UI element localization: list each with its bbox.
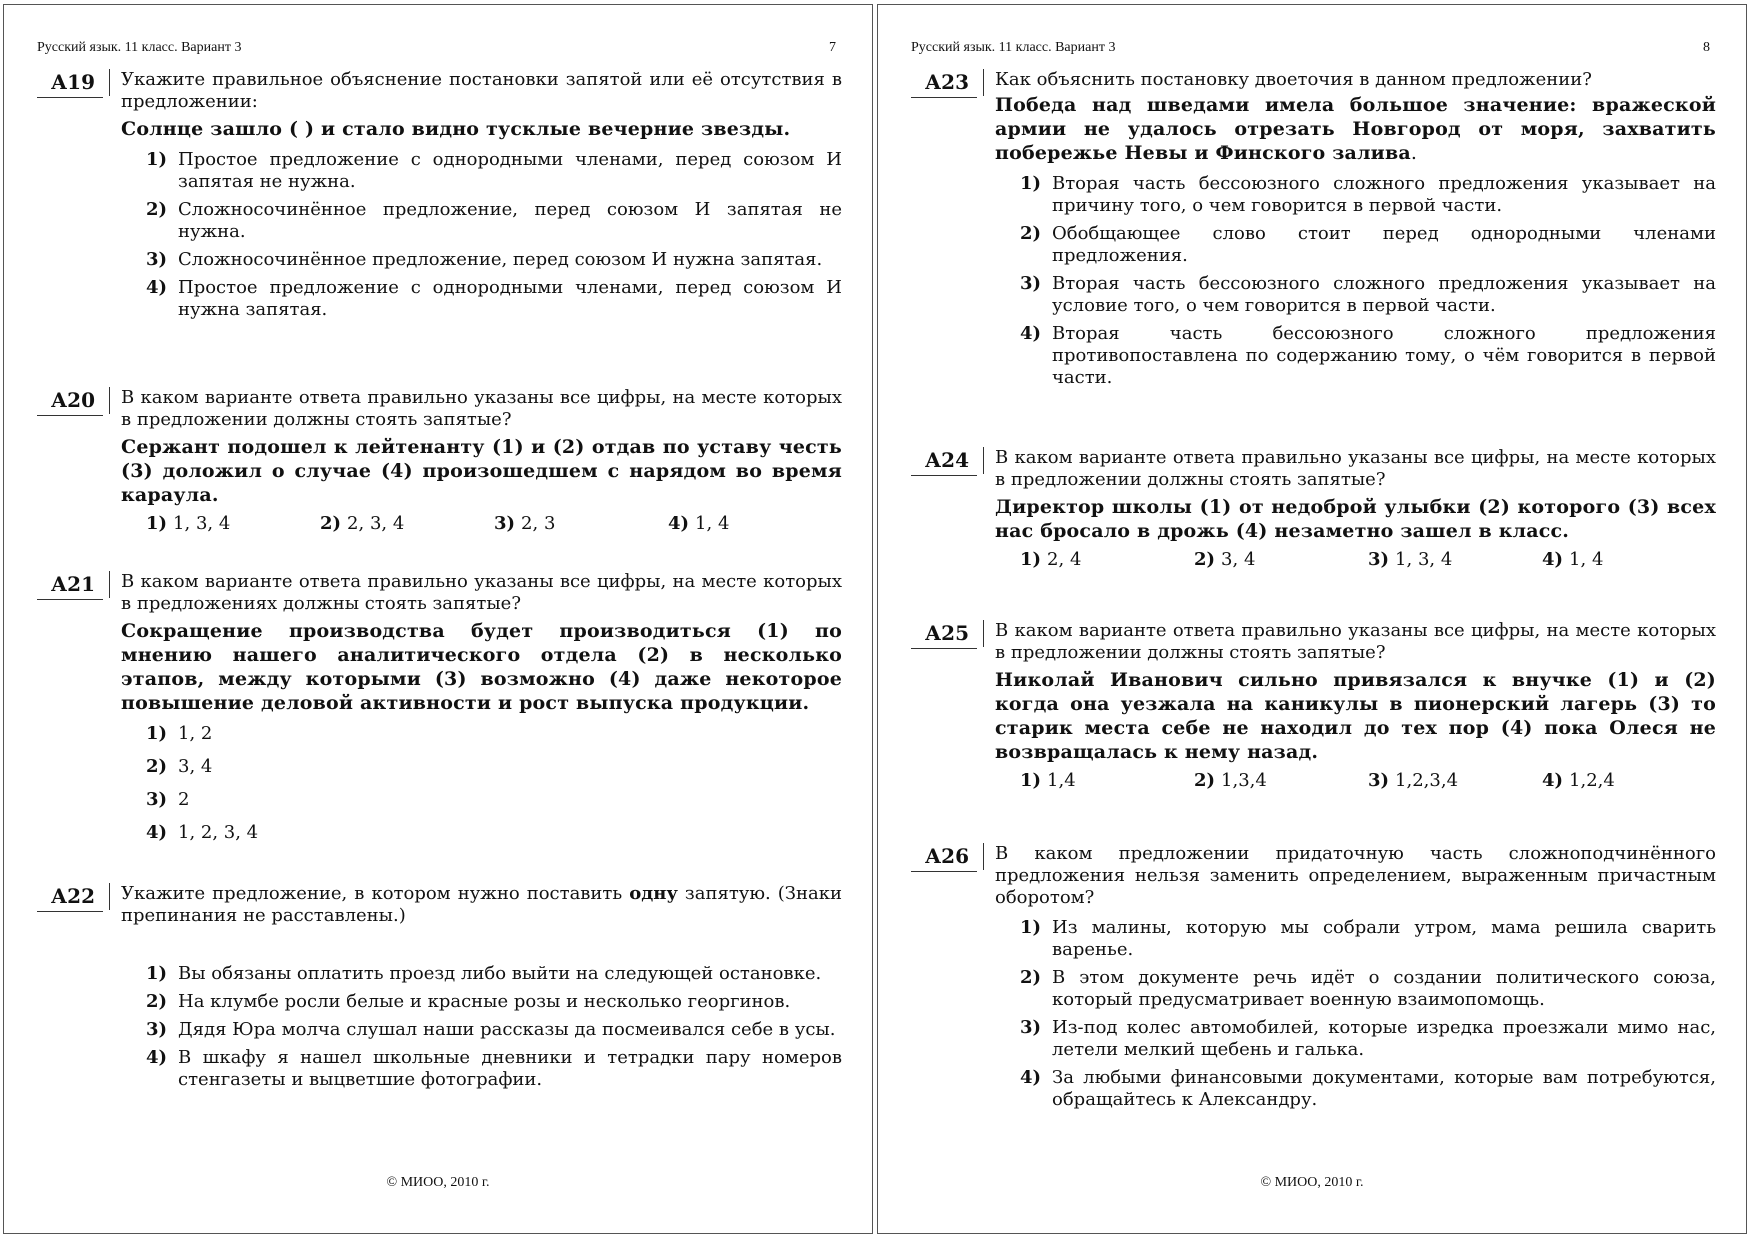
option-text: Вторая часть бессоюзного сложного предложения указывает на условие того, о чем говорится в первой части. (1052, 273, 1716, 316)
option[interactable] (1194, 770, 1368, 792)
question-a23 (911, 69, 1716, 395)
option-text: Из малины, которую мы собрали утром, мама решила сварить варенье. (1052, 917, 1716, 960)
option[interactable] (494, 513, 668, 535)
label-underline (37, 97, 103, 98)
option-number: 1) (1020, 770, 1042, 791)
option-text: 2, 3 (521, 513, 556, 534)
question-text: В каком варианте ответа правильно указаны все цифры, на месте которых в предложении должны стоять запятые? (995, 447, 1716, 490)
label-divider (109, 883, 110, 910)
question-a20 (37, 387, 842, 535)
page-left (3, 4, 873, 1234)
option[interactable] (146, 149, 842, 193)
option-number: 3) (1368, 770, 1390, 791)
option[interactable] (668, 513, 842, 535)
option-text: 2, 4 (1047, 549, 1082, 570)
option-text: 1,3,4 (1221, 770, 1267, 791)
page-number: 7 (829, 40, 836, 55)
option[interactable] (1020, 173, 1716, 217)
option-number: 1) (1020, 549, 1042, 570)
question-label: А19 (50, 70, 95, 94)
option-text: Дядя Юра молча слушал наши рассказы да посмеивался себе в усы. (178, 1019, 836, 1040)
sentence-end: . (1410, 142, 1418, 164)
question-text (121, 883, 842, 927)
option-text: Простое предложение с однородными членами, перед союзом И запятая не нужна. (178, 149, 842, 192)
option-number: 3) (146, 1019, 168, 1040)
option-text: Вторая часть бессоюзного сложного предложения указывает на причину того, о чем говорится в первой части. (1052, 173, 1716, 216)
option-number: 3) (146, 789, 168, 810)
option-number: 2) (1020, 967, 1042, 988)
label-underline (911, 475, 977, 476)
option-number: 2) (146, 199, 168, 220)
option-number: 1) (146, 963, 168, 984)
option[interactable] (146, 723, 842, 745)
option[interactable] (1368, 770, 1542, 792)
option[interactable] (146, 991, 842, 1013)
option[interactable] (1020, 323, 1716, 389)
option[interactable] (1020, 917, 1716, 961)
question-sentence (995, 93, 1716, 165)
question-text-part: запятую. (Знаки препинания не расставлены.) (121, 883, 842, 926)
option-text: 1, 2, 3, 4 (178, 822, 259, 843)
label-underline (911, 648, 977, 649)
page-footer: © МИОО, 2010 г. (1260, 1175, 1364, 1190)
option[interactable] (146, 249, 842, 271)
question-text-part: Укажите предложение, в котором нужно поставить (121, 883, 630, 904)
option[interactable] (146, 199, 842, 243)
question-a22 (37, 883, 842, 1097)
label-divider (109, 69, 110, 96)
label-underline (911, 97, 977, 98)
option-text: На клумбе росли белые и красные розы и несколько георгинов. (178, 991, 791, 1012)
option-number: 1) (1020, 917, 1042, 938)
option[interactable] (320, 513, 494, 535)
option[interactable] (146, 277, 842, 321)
page-number: 8 (1703, 40, 1710, 55)
sentence-text: Победа над шведами имела большое значение: вражеской армии не удалось отрезать Новгород от моря, захватить побережье Невы и Финского залива (995, 94, 1716, 164)
option-number: 4) (146, 277, 168, 298)
option-number: 4) (146, 822, 168, 843)
option-text: Простое предложение с однородными членами, перед союзом И нужна запятая. (178, 277, 842, 320)
option-text: 1,4 (1047, 770, 1076, 791)
option-text: Вторая часть бессоюзного сложного предложения противопоставлена по содержанию тому, о чём говорится в первой части. (1052, 323, 1716, 388)
option[interactable] (146, 513, 320, 535)
question-text: В каком предложении придаточную часть сложноподчинённого предложения нельзя заменить определением, выраженным причастным оборотом? (995, 843, 1716, 908)
question-a25 (911, 620, 1716, 792)
question-text-emphasis: одну (629, 883, 678, 904)
option-text: За любыми финансовыми документами, которые вам потребуются, обращайтесь к Александру. (1052, 1067, 1716, 1110)
option[interactable] (146, 822, 842, 844)
option[interactable] (146, 963, 842, 985)
label-divider (983, 843, 984, 870)
option-number: 2) (146, 991, 168, 1012)
page-header-title: Русский язык. 11 класс. Вариант 3 (37, 40, 242, 55)
option-number: 4) (668, 513, 690, 534)
option[interactable] (146, 789, 842, 811)
label-underline (37, 599, 103, 600)
option-number: 1) (146, 513, 168, 534)
option-text: 1, 4 (1569, 549, 1604, 570)
options-list (146, 963, 842, 1091)
options-list (1020, 173, 1716, 389)
option-number: 3) (146, 249, 168, 270)
option-number: 4) (1020, 323, 1042, 344)
question-text: В каком варианте ответа правильно указаны все цифры, на месте которых в предложениях должны стоять запятые? (121, 571, 842, 614)
option-number: 2) (1020, 223, 1042, 244)
option[interactable] (146, 756, 842, 778)
option[interactable] (146, 1047, 842, 1091)
option-number: 3) (1368, 549, 1390, 570)
label-underline (37, 415, 103, 416)
option-number: 2) (320, 513, 342, 534)
option[interactable] (1020, 770, 1194, 792)
question-sentence: Директор школы (1) от недоброй улыбки (2) которого (3) всех нас бросало в дрожь (4) незаметно зашел в класс. (995, 496, 1716, 542)
option[interactable] (146, 1019, 842, 1041)
label-divider (983, 447, 984, 474)
label-underline (37, 911, 103, 912)
question-label: А26 (924, 844, 969, 868)
option-text: Сложносочинённое предложение, перед союзом И запятая не нужна. (178, 199, 842, 242)
option-text: 1, 4 (695, 513, 730, 534)
option-text: В шкафу я нашел школьные дневники и тетрадки пару номеров стенгазеты и выцветшие фотографии. (178, 1047, 842, 1090)
option-text: 2, 3, 4 (347, 513, 405, 534)
question-label: А24 (924, 448, 969, 472)
question-sentence: Солнце зашло ( ) и стало видно тусклые вечерние звезды. (121, 118, 791, 140)
option-number: 1) (146, 149, 168, 170)
option-number: 2) (1194, 549, 1216, 570)
question-a26 (911, 843, 1716, 1117)
options-row (146, 513, 842, 535)
question-text: В каком варианте ответа правильно указаны все цифры, на месте которых в предложении должны стоять запятые? (121, 387, 842, 430)
option[interactable] (1020, 273, 1716, 317)
option-text: Вы обязаны оплатить проезд либо выйти на следующей остановке. (178, 963, 822, 984)
option-text: 2 (178, 789, 190, 810)
question-text: Как объяснить постановку двоеточия в данном предложении? (995, 69, 1592, 90)
option-text: В этом документе речь идёт о создании политического союза, который предусматривает военную взаимопомощь. (1052, 967, 1716, 1010)
option[interactable] (1020, 1067, 1716, 1111)
question-label: А22 (50, 884, 95, 908)
question-sentence: Сержант подошел к лейтенанту (1) и (2) отдав по уставу честь (3) доложил о случае (4) произошедшем с нарядом во время караула. (121, 436, 842, 506)
option-text: 3, 4 (1221, 549, 1256, 570)
option-text: Сложносочинённое предложение, перед союзом И нужна запятая. (178, 249, 823, 270)
option-text: 3, 4 (178, 756, 213, 777)
question-text: В каком варианте ответа правильно указаны все цифры, на месте которых в предложении должны стоять запятые? (995, 620, 1716, 663)
question-label: А20 (50, 388, 95, 412)
question-label: А23 (924, 70, 969, 94)
option[interactable] (1020, 223, 1716, 267)
option-number: 1) (146, 723, 168, 744)
question-sentence: Николай Иванович сильно привязался к внучке (1) и (2) когда она уезжала на каникулы в пионерский лагерь (3) то старик места себе не находил до тех пор (4) пока Олеся не возвращалась к нему назад. (995, 669, 1716, 763)
options-list (146, 723, 842, 844)
option-number: 3) (494, 513, 516, 534)
option-text: 1, 3, 4 (1395, 549, 1453, 570)
option-text: 1,2,3,4 (1395, 770, 1459, 791)
question-label: А21 (50, 572, 95, 596)
option-text: Обобщающее слово стоит перед однородными членами предложения. (1052, 223, 1716, 266)
page-right (877, 4, 1747, 1234)
question-a19 (37, 69, 842, 327)
label-divider (109, 387, 110, 414)
option-number: 2) (146, 756, 168, 777)
option-number: 3) (1020, 1017, 1042, 1038)
option-number: 2) (1194, 770, 1216, 791)
option[interactable] (1020, 967, 1716, 1011)
option-number: 4) (1542, 549, 1564, 570)
question-a21 (37, 571, 842, 855)
option-number: 3) (1020, 273, 1042, 294)
label-divider (109, 571, 110, 598)
question-a24 (911, 447, 1716, 571)
option-number: 4) (1020, 1067, 1042, 1088)
option[interactable] (1542, 770, 1716, 792)
option[interactable] (1020, 549, 1194, 571)
option-text: Из-под колес автомобилей, которые изредка проезжали мимо нас, летели мелкий щебень и галька. (1052, 1017, 1716, 1060)
option-text: 1, 2 (178, 723, 213, 744)
options-list (1020, 917, 1716, 1111)
question-sentence: Сокращение производства будет производиться (1) по мнению нашего аналитического отдела (2) в несколько этапов, между которыми (3) возможно (4) даже некоторое повышение деловой активности и рост выпуска продукции. (121, 620, 842, 714)
option-text: 1, 3, 4 (173, 513, 231, 534)
option-number: 4) (146, 1047, 168, 1068)
label-divider (983, 620, 984, 647)
page-header-title: Русский язык. 11 класс. Вариант 3 (911, 40, 1116, 55)
option-number: 4) (1542, 770, 1564, 791)
options-row (1020, 549, 1716, 571)
option-text: 1,2,4 (1569, 770, 1615, 791)
option[interactable] (1368, 549, 1542, 571)
label-underline (911, 871, 977, 872)
option[interactable] (1020, 1017, 1716, 1061)
question-text: Укажите правильное объяснение постановки запятой или её отсутствия в предложении: (121, 69, 842, 112)
page-footer: © МИОО, 2010 г. (386, 1175, 490, 1190)
options-list (146, 149, 842, 321)
option[interactable] (1542, 549, 1716, 571)
option[interactable] (1194, 549, 1368, 571)
options-row (1020, 770, 1716, 792)
label-divider (983, 69, 984, 96)
question-label: А25 (924, 621, 969, 645)
option-number: 1) (1020, 173, 1042, 194)
